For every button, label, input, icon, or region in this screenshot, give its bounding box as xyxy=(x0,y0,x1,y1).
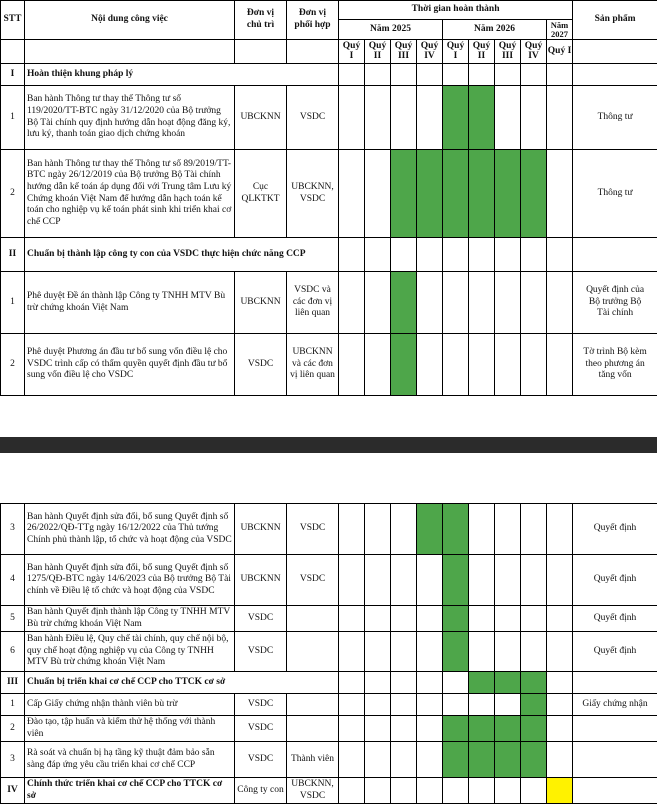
coord-unit: VSDC và các đơn vị liên quan xyxy=(287,272,339,334)
row-stt: 4 xyxy=(1,555,25,606)
gantt-empty-cell xyxy=(339,504,365,555)
gantt-empty-cell xyxy=(365,150,391,238)
header-quarter: Quý IV xyxy=(417,40,443,64)
row-stt: II xyxy=(1,238,25,272)
coord-unit: Thành viên xyxy=(287,742,339,778)
row-stt: 6 xyxy=(1,632,25,672)
lead-unit: VSDC xyxy=(235,606,287,632)
gantt-empty-cell xyxy=(547,742,573,778)
gantt-empty-cell xyxy=(469,272,495,334)
coord-unit xyxy=(287,632,339,672)
task-content: Chính thức triển khai cơ chế CCP cho TTCK cơ sở xyxy=(25,778,235,804)
gantt-empty-cell xyxy=(521,272,547,334)
gantt-empty-cell xyxy=(339,742,365,778)
gantt-empty-cell xyxy=(365,672,391,694)
product xyxy=(573,778,657,804)
gantt-bar-cell xyxy=(521,694,547,716)
row-stt: 1 xyxy=(1,86,25,150)
gantt-empty-cell xyxy=(521,606,547,632)
gantt-empty-cell xyxy=(469,632,495,672)
gantt-empty-cell xyxy=(469,238,495,272)
gantt-empty-cell xyxy=(469,606,495,632)
gantt-empty-cell xyxy=(391,632,417,672)
gantt-empty-cell xyxy=(547,606,573,632)
schedule-table-part-2 xyxy=(0,503,657,804)
gantt-bar-cell xyxy=(495,716,521,742)
header-spacer xyxy=(25,40,235,64)
coord-unit: VSDC xyxy=(287,555,339,606)
product: Quyết định xyxy=(573,632,657,672)
gantt-bar-cell xyxy=(417,150,443,238)
gantt-empty-cell xyxy=(443,672,469,694)
gantt-empty-cell xyxy=(521,555,547,606)
gantt-empty-cell xyxy=(365,555,391,606)
row-stt: I xyxy=(1,64,25,86)
gantt-empty-cell xyxy=(417,272,443,334)
section-row xyxy=(1,672,657,694)
gantt-empty-cell xyxy=(365,742,391,778)
coord-unit: UBCKNN, VSDC xyxy=(287,150,339,238)
header-year-2025: Năm 2025 xyxy=(339,20,443,40)
gantt-empty-cell xyxy=(443,778,469,804)
task-row xyxy=(1,334,657,396)
gantt-empty-cell xyxy=(443,694,469,716)
page-break-band xyxy=(0,437,657,453)
row-stt: 3 xyxy=(1,742,25,778)
gantt-empty-cell xyxy=(339,778,365,804)
gantt-empty-cell xyxy=(365,238,391,272)
gantt-empty-cell xyxy=(547,86,573,150)
lead-unit: UBCKNN xyxy=(235,86,287,150)
gantt-empty-cell xyxy=(339,606,365,632)
gantt-empty-cell xyxy=(365,632,391,672)
gantt-empty-cell xyxy=(365,716,391,742)
gantt-empty-cell xyxy=(391,742,417,778)
gantt-bar-cell xyxy=(443,555,469,606)
gantt-bar-cell xyxy=(443,86,469,150)
gantt-bar-cell xyxy=(469,716,495,742)
header-quarter: Quý II xyxy=(365,40,391,64)
gantt-empty-cell xyxy=(417,555,443,606)
gantt-empty-cell xyxy=(417,632,443,672)
gantt-empty-cell xyxy=(495,272,521,334)
gantt-empty-cell xyxy=(547,504,573,555)
gantt-empty-cell xyxy=(365,694,391,716)
gantt-bar-cell xyxy=(469,86,495,150)
gantt-empty-cell xyxy=(365,86,391,150)
header-quarter: Quý IV xyxy=(521,40,547,64)
gantt-empty-cell xyxy=(365,606,391,632)
task-row xyxy=(1,150,657,238)
gantt-bar-cell xyxy=(547,778,573,804)
header-quarter: Quý I xyxy=(339,40,365,64)
gantt-empty-cell xyxy=(495,64,521,86)
product: Quyết định xyxy=(573,504,657,555)
row-stt: 3 xyxy=(1,504,25,555)
gantt-empty-cell xyxy=(521,504,547,555)
gantt-empty-cell xyxy=(495,334,521,396)
gantt-empty-cell xyxy=(365,504,391,555)
product: Quyết định xyxy=(573,555,657,606)
task-row xyxy=(1,606,657,632)
task-row xyxy=(1,504,657,555)
gantt-empty-cell xyxy=(469,694,495,716)
lead-unit: VSDC xyxy=(235,716,287,742)
gantt-bar-cell xyxy=(443,504,469,555)
header-lead-unit: Đơn vị chủ trì xyxy=(235,1,287,40)
gantt-empty-cell xyxy=(417,716,443,742)
gantt-empty-cell xyxy=(495,504,521,555)
gantt-empty-cell xyxy=(547,632,573,672)
section-title: Chuẩn bị triển khai cơ chế CCP cho TTCK cơ sở xyxy=(25,672,339,694)
coord-unit xyxy=(287,694,339,716)
task-row xyxy=(1,632,657,672)
header-spacer xyxy=(235,40,287,64)
product: Quyết định xyxy=(573,606,657,632)
gantt-empty-cell xyxy=(391,504,417,555)
task-content: Đào tạo, tập huấn và kiểm thử hệ thống với thành viên xyxy=(25,716,235,742)
gantt-empty-cell xyxy=(547,334,573,396)
row-stt: 1 xyxy=(1,272,25,334)
row-stt: 2 xyxy=(1,716,25,742)
gantt-empty-cell xyxy=(443,272,469,334)
task-row xyxy=(1,742,657,778)
row-stt: 2 xyxy=(1,334,25,396)
gantt-empty-cell xyxy=(417,238,443,272)
header-year-2026: Năm 2026 xyxy=(443,20,547,40)
gantt-bar-cell xyxy=(443,150,469,238)
gantt-empty-cell xyxy=(365,334,391,396)
gantt-bar-cell xyxy=(391,334,417,396)
header-content: Nội dung công việc xyxy=(25,1,235,40)
product: Quyết định của Bộ trưởng Bộ Tài chính xyxy=(573,272,657,334)
task-content: Ban hành Quyết định sửa đổi, bổ sung Quyết định số 1275/QĐ-BTC ngày 14/6/2023 của Bộ trưởng Bộ Tài chính về Điều lệ tổ chức và hoạt động của VSDC xyxy=(25,555,235,606)
header-spacer xyxy=(1,40,25,64)
gantt-bar-cell xyxy=(495,742,521,778)
task-row xyxy=(1,694,657,716)
gantt-empty-cell xyxy=(521,334,547,396)
gantt-empty-cell xyxy=(469,778,495,804)
gantt-empty-cell xyxy=(339,86,365,150)
gantt-empty-cell xyxy=(417,86,443,150)
gantt-empty-cell xyxy=(495,632,521,672)
gantt-empty-cell xyxy=(469,555,495,606)
product: Thông tư xyxy=(573,150,657,238)
gantt-empty-cell xyxy=(495,606,521,632)
gantt-empty-cell xyxy=(339,555,365,606)
gantt-empty-cell xyxy=(469,334,495,396)
task-content: Ban hành Thông tư thay thế Thông tư số 119/2020/TT-BTC ngày 31/12/2020 của Bộ trưởng Bộ Tài chính quy định hướng dẫn hoạt động đăng ký, lưu ký, thanh toán giao dịch chứng khoán xyxy=(25,86,235,150)
gantt-empty-cell xyxy=(547,555,573,606)
gantt-empty-cell xyxy=(339,672,365,694)
section-title: Chuẩn bị thành lập công ty con của VSDC thực hiện chức năng CCP xyxy=(25,238,339,272)
task-row xyxy=(1,86,657,150)
coord-unit: VSDC xyxy=(287,86,339,150)
header-quarter: Quý III xyxy=(495,40,521,64)
product xyxy=(573,742,657,778)
gantt-empty-cell xyxy=(469,64,495,86)
gantt-empty-cell xyxy=(339,334,365,396)
product xyxy=(573,64,657,86)
gantt-empty-cell xyxy=(339,272,365,334)
gantt-empty-cell xyxy=(521,238,547,272)
task-content: Ban hành Thông tư thay thế Thông tư số 89/2019/TT-BTC ngày 26/12/2019 của Bộ trưởng Bộ Tài chính hướng dẫn kế toán áp dụng đối với Trung tâm Lưu ký Chứng khoán Việt Nam để hướng dẫn hạch toán kế toán cho nghiệp vụ kế toán phát sinh khi triển khai cơ chế CCP xyxy=(25,150,235,238)
gantt-empty-cell xyxy=(521,632,547,672)
task-row xyxy=(1,555,657,606)
gantt-empty-cell xyxy=(547,272,573,334)
gantt-empty-cell xyxy=(547,64,573,86)
lead-unit: UBCKNN xyxy=(235,504,287,555)
gantt-empty-cell xyxy=(391,606,417,632)
section-title: Hoàn thiện khung pháp lý xyxy=(25,64,339,86)
gantt-empty-cell xyxy=(391,64,417,86)
task-content: Ban hành Quyết định thành lập Công ty TNHH MTV Bù trừ chứng khoán Việt Nam xyxy=(25,606,235,632)
gantt-empty-cell xyxy=(521,86,547,150)
gantt-empty-cell xyxy=(391,86,417,150)
gantt-bar-cell xyxy=(521,150,547,238)
gantt-empty-cell xyxy=(417,742,443,778)
gantt-bar-cell xyxy=(443,716,469,742)
row-stt: III xyxy=(1,672,25,694)
lead-unit: UBCKNN xyxy=(235,555,287,606)
header-quarter: Quý I xyxy=(547,40,573,64)
section-row xyxy=(1,238,657,272)
gantt-bar-cell xyxy=(521,672,547,694)
gantt-empty-cell xyxy=(339,238,365,272)
gantt-empty-cell xyxy=(417,606,443,632)
gantt-empty-cell xyxy=(391,694,417,716)
task-content: Rà soát và chuẩn bị hạ tầng kỹ thuật đảm bảo sẵn sàng đáp ứng yêu cầu triển khai cơ chế CCP xyxy=(25,742,235,778)
header-spacer xyxy=(287,40,339,64)
lead-unit: UBCKNN xyxy=(235,272,287,334)
section-row xyxy=(1,64,657,86)
gantt-empty-cell xyxy=(547,716,573,742)
gantt-empty-cell xyxy=(443,64,469,86)
gantt-empty-cell xyxy=(365,272,391,334)
gantt-bar-cell xyxy=(469,150,495,238)
gantt-empty-cell xyxy=(469,504,495,555)
row-stt: 1 xyxy=(1,694,25,716)
header-quarter: Quý III xyxy=(391,40,417,64)
lead-unit: VSDC xyxy=(235,632,287,672)
product xyxy=(573,716,657,742)
task-row xyxy=(1,778,657,804)
product: Tờ trình Bộ kèm theo phương án tăng vốn xyxy=(573,334,657,396)
gantt-bar-cell xyxy=(443,632,469,672)
gantt-empty-cell xyxy=(365,64,391,86)
gantt-empty-cell xyxy=(417,334,443,396)
coord-unit: UBCKNN, VSDC xyxy=(287,778,339,804)
row-stt: 2 xyxy=(1,150,25,238)
gantt-empty-cell xyxy=(521,778,547,804)
header-year-2027: Năm 2027 xyxy=(547,20,573,40)
lead-unit: Cục QLKTKT xyxy=(235,150,287,238)
gantt-bar-cell xyxy=(443,742,469,778)
gantt-empty-cell xyxy=(495,238,521,272)
gantt-bar-cell xyxy=(469,742,495,778)
gantt-empty-cell xyxy=(495,778,521,804)
gantt-bar-cell xyxy=(521,742,547,778)
gantt-empty-cell xyxy=(547,672,573,694)
header-quarter: Quý I xyxy=(443,40,469,64)
task-content: Phê duyệt Phương án đầu tư bổ sung vốn điều lệ cho VSDC trình cấp có thẩm quyền quyết định đầu tư bổ sung vốn điều lệ cho VSDC xyxy=(25,334,235,396)
header-time: Thời gian hoàn thành xyxy=(339,1,573,20)
gantt-empty-cell xyxy=(495,555,521,606)
gantt-empty-cell xyxy=(521,64,547,86)
lead-unit: VSDC xyxy=(235,334,287,396)
task-content: Phê duyệt Đề án thành lập Công ty TNHH MTV Bù trừ chứng khoán Việt Nam xyxy=(25,272,235,334)
task-content: Ban hành Điều lệ, Quy chế tài chính, quy chế nội bộ, quy chế hoạt động nghiệp vụ của Công ty TNHH MTV Bù trừ chứng khoán Việt Nam xyxy=(25,632,235,672)
task-content: Cấp Giấy chứng nhận thành viên bù trừ xyxy=(25,694,235,716)
coord-unit xyxy=(287,716,339,742)
lead-unit: VSDC xyxy=(235,694,287,716)
header-spacer xyxy=(573,40,657,64)
gantt-empty-cell xyxy=(547,238,573,272)
gantt-empty-cell xyxy=(547,694,573,716)
task-row xyxy=(1,716,657,742)
product: Thông tư xyxy=(573,86,657,150)
gantt-bar-cell xyxy=(443,606,469,632)
product: Giấy chứng nhận xyxy=(573,694,657,716)
gantt-empty-cell xyxy=(391,555,417,606)
gantt-empty-cell xyxy=(417,778,443,804)
gantt-bar-cell xyxy=(469,672,495,694)
gantt-empty-cell xyxy=(495,694,521,716)
header-product: Sản phẩm xyxy=(573,1,657,40)
gantt-bar-cell xyxy=(391,150,417,238)
gantt-empty-cell xyxy=(417,694,443,716)
header-coord-unit: Đơn vị phối hợp xyxy=(287,1,339,40)
gantt-empty-cell xyxy=(417,64,443,86)
gantt-empty-cell xyxy=(391,716,417,742)
gantt-bar-cell xyxy=(521,716,547,742)
product xyxy=(573,238,657,272)
gantt-empty-cell xyxy=(547,150,573,238)
gantt-empty-cell xyxy=(417,672,443,694)
gantt-empty-cell xyxy=(339,150,365,238)
gantt-empty-cell xyxy=(339,694,365,716)
coord-unit xyxy=(287,606,339,632)
gantt-empty-cell xyxy=(443,238,469,272)
gantt-empty-cell xyxy=(391,672,417,694)
gantt-empty-cell xyxy=(443,334,469,396)
coord-unit: VSDC xyxy=(287,504,339,555)
gantt-empty-cell xyxy=(339,716,365,742)
header-quarter: Quý II xyxy=(469,40,495,64)
gantt-empty-cell xyxy=(365,778,391,804)
gantt-bar-cell xyxy=(417,504,443,555)
gantt-bar-cell xyxy=(495,672,521,694)
product xyxy=(573,672,657,694)
schedule-table-part-1 xyxy=(0,0,657,396)
header-stt: STT xyxy=(1,1,25,40)
task-content: Ban hành Quyết định sửa đổi, bổ sung Quyết định số 26/2022/QĐ-TTg ngày 16/12/2022 của Thủ tướng Chính phủ thành lập, tổ chức và hoạt động của VSDC xyxy=(25,504,235,555)
gantt-empty-cell xyxy=(495,86,521,150)
task-row xyxy=(1,272,657,334)
row-stt: 5 xyxy=(1,606,25,632)
gantt-empty-cell xyxy=(339,632,365,672)
gantt-empty-cell xyxy=(339,64,365,86)
gantt-empty-cell xyxy=(391,238,417,272)
gantt-bar-cell xyxy=(495,150,521,238)
gantt-bar-cell xyxy=(391,272,417,334)
row-stt: IV xyxy=(1,778,25,804)
lead-unit: Công ty con xyxy=(235,778,287,804)
coord-unit: UBCKNN và các đơn vị liên quan xyxy=(287,334,339,396)
lead-unit: VSDC xyxy=(235,742,287,778)
gantt-empty-cell xyxy=(391,778,417,804)
